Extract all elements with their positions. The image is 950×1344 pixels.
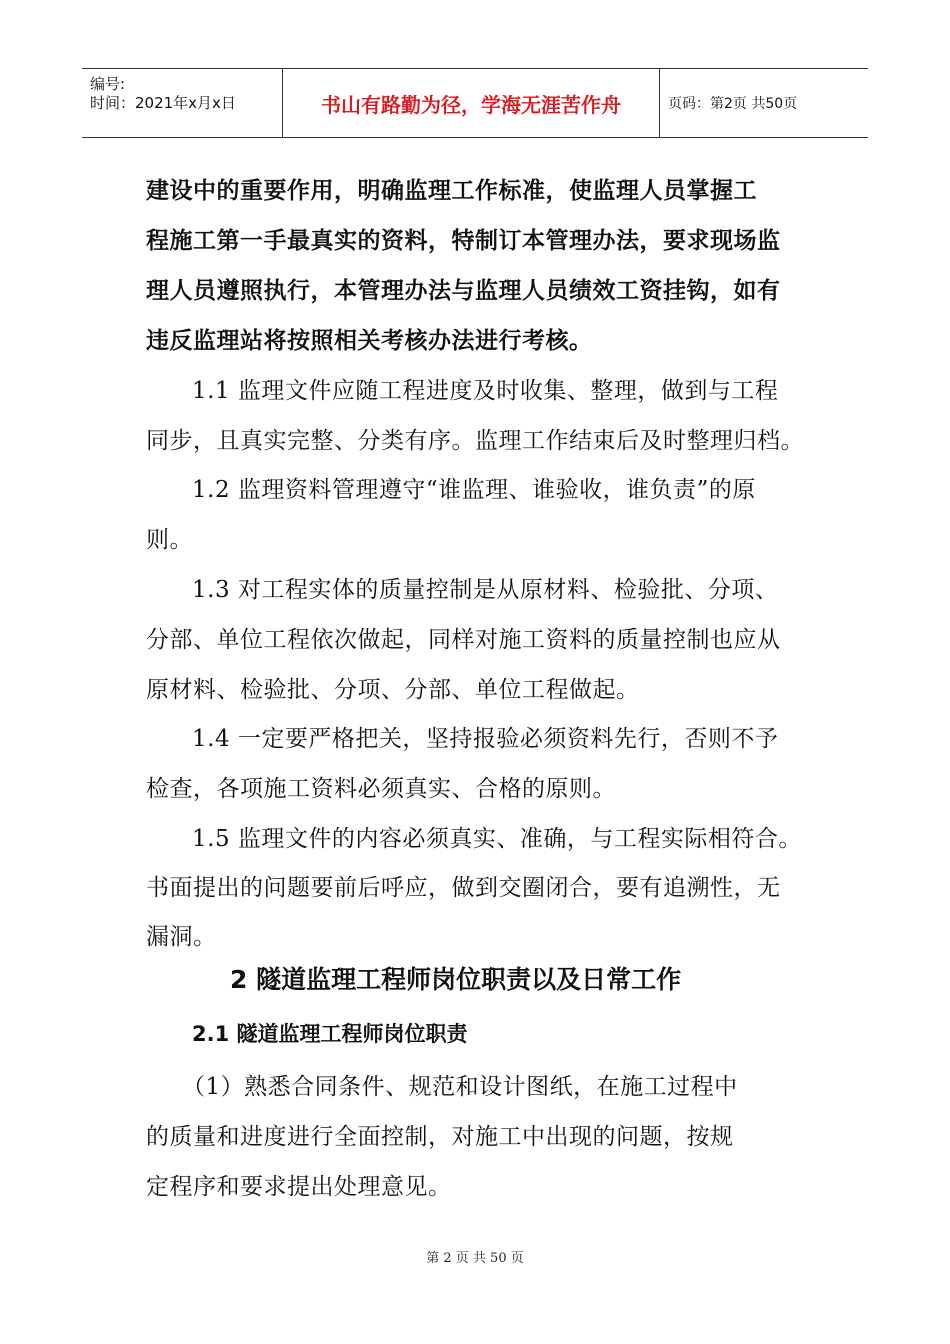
intro-line: 理人员遵照执行，本管理办法与监理人员绩效工资挂钩，如有 xyxy=(146,278,781,304)
page-header xyxy=(82,68,868,138)
page-footer: 第 2 页 共 50 页 xyxy=(426,1251,524,1266)
paragraph-1-5-line: 漏洞。 xyxy=(146,924,217,950)
item-1-line: 定程序和要求提出处理意见。 xyxy=(146,1174,452,1200)
paragraph-1-3-line: 原材料、检验批、分项、分部、单位工程做起。 xyxy=(146,677,640,703)
paragraph-1-2-line: 1.2 监理资料管理遵守“谁监理、谁验收，谁负责”的原 xyxy=(192,477,756,503)
paragraph-1-4-line: 1.4 一定要严格把关，坚持报验必须资料先行，否则不予 xyxy=(192,726,779,752)
paragraph-1-5-line: 1.5 监理文件的内容必须真实、准确，与工程实际相符合。 xyxy=(192,826,802,852)
header-page-info: 页码：第2页 共50页 xyxy=(668,96,798,112)
date-label: 时间：2021年x月x日 xyxy=(90,94,236,112)
paragraph-1-2-line: 则。 xyxy=(146,527,193,553)
paragraph-1-5-line: 书面提出的问题要前后呼应，做到交圈闭合，要有追溯性，无 xyxy=(146,875,781,901)
section-title: 2 隧道监理工程师岗位职责以及日常工作 xyxy=(230,965,682,994)
paragraph-1-4-line: 检查，各项施工资料必须真实、合格的原则。 xyxy=(146,776,616,802)
item-1-line: 的质量和进度进行全面控制，对施工中出现的问题，按规 xyxy=(146,1124,734,1150)
item-1-line: （1）熟悉合同条件、规范和设计图纸，在施工过程中 xyxy=(182,1074,738,1100)
paragraph-1-3-line: 1.3 对工程实体的质量控制是从原材料、检验批、分项、 xyxy=(192,577,779,603)
intro-line: 程施工第一手最真实的资料，特制订本管理办法，要求现场监 xyxy=(146,228,781,254)
header-meta xyxy=(82,69,282,137)
paragraph-1-3-line: 分部、单位工程依次做起，同样对施工资料的质量控制也应从 xyxy=(146,627,781,653)
subsection-title: 2.1 隧道监理工程师岗位职责 xyxy=(192,1022,468,1046)
intro-line: 违反监理站将按照相关考核办法进行考核。 xyxy=(146,328,593,354)
intro-line: 建设中的重要作用，明确监理工作标准，使监理人员掌握工 xyxy=(146,178,757,204)
number-label: 编号: xyxy=(90,75,126,93)
paragraph-1-1-line: 同步，且真实完整、分类有序。监理工作结束后及时整理归档。 xyxy=(146,428,804,454)
paragraph-1-1-line: 1.1 监理文件应随工程进度及时收集、整理，做到与工程 xyxy=(192,378,779,404)
header-motto: 书山有路勤为径，学海无涯苦作舟 xyxy=(321,92,621,117)
